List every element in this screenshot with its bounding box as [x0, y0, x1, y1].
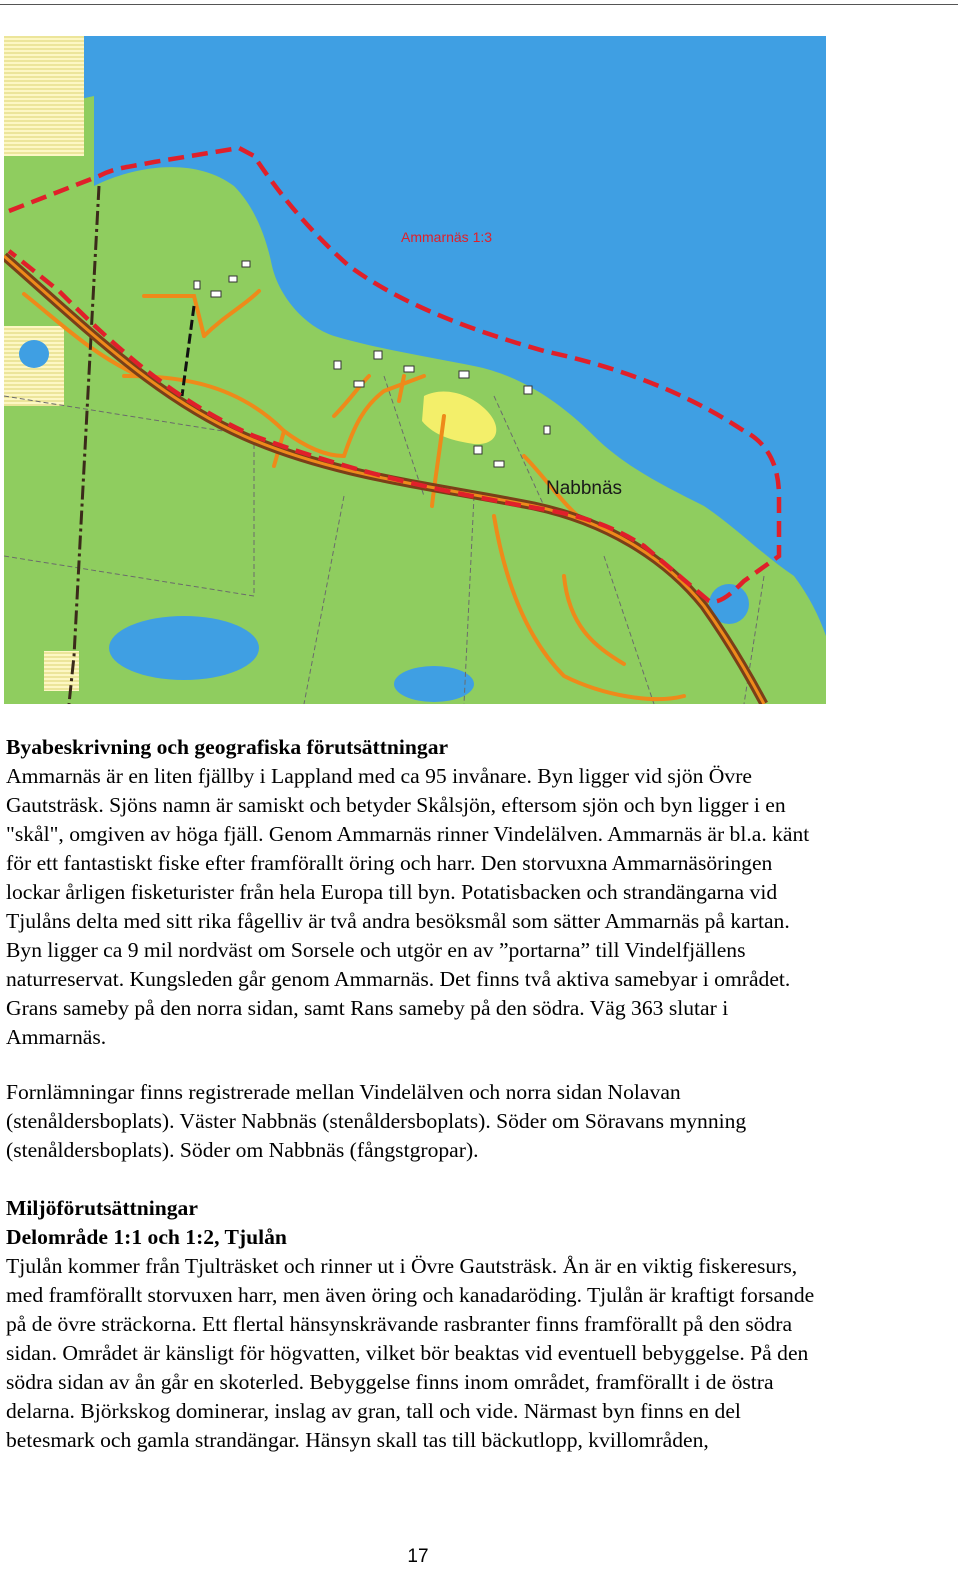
- paragraph-line: Tjulåns delta med sitt rika fågelliv är två andra besöksmål som sätter Ammarnäs på kartan.: [6, 909, 790, 933]
- map-label-area: Ammarnäs 1:3: [401, 229, 493, 245]
- paragraph-line: (stenåldersboplats). Söder om Nabbnäs (fångstgropar).: [6, 1138, 479, 1162]
- paragraph-line: naturreservat. Kungsleden går genom Ammarnäs. Det finns två aktiva samebyar i området.: [6, 967, 791, 991]
- paragraph-line: Grans sameby på den norra sidan, samt Rans sameby på den södra. Väg 363 slutar i: [6, 996, 729, 1020]
- section-subheading: Delområde 1:1 och 1:2, Tjulån: [6, 1225, 287, 1249]
- section-heritage: [6, 1078, 951, 1165]
- lake-south-2: [394, 666, 474, 702]
- paragraph-line: på de övre sträckorna. Ett flertal hänsynskrävande rasbranter finns framförallt på den södra: [6, 1312, 793, 1336]
- paragraph-line: Fornlämningar finns registrerade mellan Vindelälven och norra sidan Nolavan: [6, 1080, 681, 1104]
- paragraph-line: sidan. Området är känsligt för högvatten, vilket bör beaktas vid eventuell bebyggelse. På den: [6, 1341, 809, 1365]
- paragraph-line: Byn ligger ca 9 mil nordväst om Sorsele och utgör en av ”portarna” till Vindelfjällens: [6, 938, 746, 962]
- pond: [19, 340, 49, 368]
- marsh-area: [4, 36, 84, 156]
- section-heading: Byabeskrivning och geografiska förutsättningar: [6, 735, 449, 759]
- paragraph-line: Gautsträsk. Sjöns namn är samiskt och betyder Skålsjön, eftersom sjön och byn ligger i en: [6, 793, 786, 817]
- paragraph-line: Ammarnäs är en liten fjällby i Lappland med ca 95 invånare. Byn ligger vid sjön Övre: [6, 764, 752, 788]
- paragraph-line: (stenåldersboplats). Väster Nabbnäs (stenåldersboplats). Söder om Söravans mynning: [6, 1109, 747, 1133]
- map-svg: [4, 36, 826, 704]
- paragraph-line: lockar årligen fisketurister från hela Europa till byn. Potatisbacken och strandängarna vid: [6, 880, 778, 904]
- map-label-place: Nabbnäs: [546, 478, 623, 499]
- section-heading: Miljöförutsättningar: [6, 1196, 198, 1220]
- section-village: [6, 733, 951, 1052]
- paragraph-line: södra sidan av ån går en skoterled. Bebyggelse finns inom området, framförallt i de östra: [6, 1370, 774, 1394]
- paragraph-line: Tjulån kommer från Tjulträsket och rinner ut i Övre Gautsträsk. Ån är en viktig fiskeresurs,: [6, 1254, 798, 1278]
- section-environment: [6, 1194, 951, 1455]
- paragraph-line: betesmark och gamla strandängar. Hänsyn skall tas till bäckutlopp, kvillområden,: [6, 1428, 709, 1452]
- paragraph-line: delarna. Björkskog dominerar, inslag av gran, tall och vide. Närmast byn finns en del: [6, 1399, 741, 1423]
- top-rule: [0, 4, 958, 5]
- paragraph-line: med framförallt storvuxen harr, men även öring och kanadaröding. Tjulån är kraftigt forsande: [6, 1283, 815, 1307]
- lake-south: [109, 616, 259, 680]
- paragraph-line: för ett fantastiskt fiske efter framförallt öring och harr. Den storvuxna Ammarnäsöringen: [6, 851, 773, 875]
- paragraph-line: "skål", omgiven av höga fjäll. Genom Ammarnäs rinner Vindelälven. Ammarnäs är bl.a. känt: [6, 822, 810, 846]
- paragraph-line: Ammarnäs.: [6, 1025, 107, 1049]
- map: [4, 36, 826, 704]
- page-number: 17: [407, 1546, 429, 1567]
